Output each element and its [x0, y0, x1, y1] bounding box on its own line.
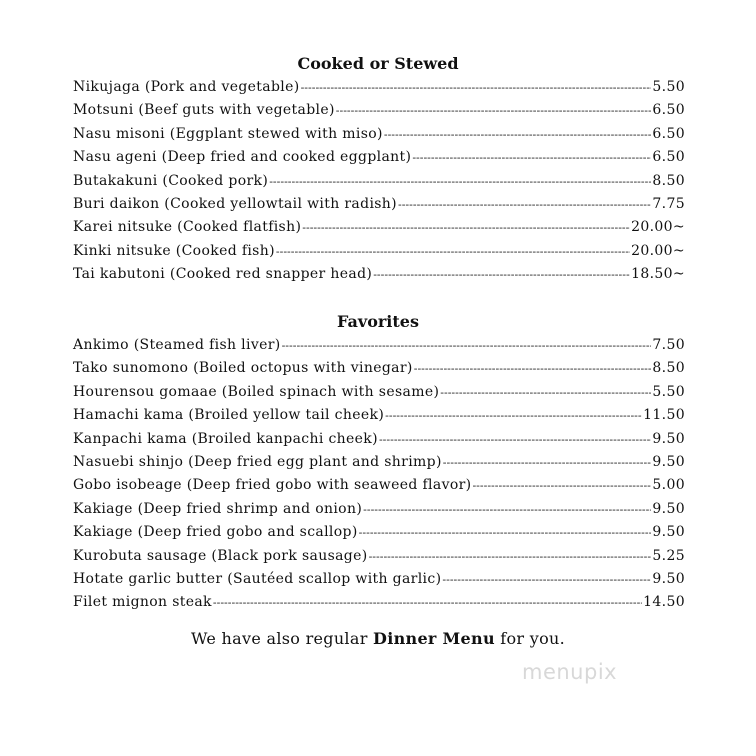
menu-item	[73, 381, 685, 404]
menu-item	[73, 591, 685, 614]
dotted-leader	[412, 146, 651, 169]
dotted-leader	[385, 404, 642, 427]
menu-item-name: Kanpachi kama (Broiled kanpachi cheek)	[73, 430, 378, 447]
menu-item-name: Filet mignon steak	[73, 594, 212, 611]
menu-item	[73, 474, 685, 497]
menu-item-price: 5.25	[652, 547, 685, 564]
dotted-leader	[472, 474, 651, 497]
menu-item	[73, 123, 685, 146]
menu-item	[73, 99, 685, 122]
menu-item-price: 6.50	[652, 149, 685, 166]
menu-item-name: Nasu ageni (Deep fried and cooked eggplant)	[73, 149, 412, 166]
menu-item-name: Hourensou gomaae (Boiled spinach with sesame)	[73, 383, 440, 400]
menu-item-price: 6.50	[652, 125, 685, 142]
menu-item	[73, 568, 685, 591]
menu-item	[73, 76, 685, 99]
menu-item-price: 8.50	[652, 360, 685, 377]
menu-item-price: 7.50	[652, 337, 685, 353]
footer-note-tail: for you.	[494, 629, 566, 648]
menu-item	[73, 357, 685, 380]
menu-item-name: Gobo isobeage (Deep fried gobo with seaweed flavor)	[73, 477, 472, 494]
menupix-watermark: menupix	[522, 660, 618, 684]
menu-item-name: Ankimo (Steamed fish liver)	[73, 337, 281, 353]
dotted-leader	[414, 357, 652, 380]
menu-item-price: 11.50	[643, 407, 685, 424]
dotted-leader	[269, 170, 651, 193]
menu-item-name: Kinki nitsuke (Cooked fish)	[73, 242, 275, 259]
dotted-leader	[442, 568, 651, 591]
menu-item-name: Buri daikon (Cooked yellowtail with radish)	[73, 195, 397, 212]
dotted-leader	[398, 193, 651, 216]
menu-item-name: Kakiage (Deep fried shrimp and onion)	[73, 500, 363, 517]
menu-item	[73, 334, 685, 357]
menu-item-name: Nikujaga (Pork and vegetable)	[73, 79, 300, 95]
dotted-leader	[213, 591, 642, 614]
menu-item-name: Kakiage (Deep fried gobo and scallop)	[73, 524, 358, 541]
menu-item	[73, 240, 685, 263]
dotted-leader	[359, 521, 652, 544]
menu-item-price: 5.50	[652, 383, 685, 400]
menu-item-price: 5.00	[652, 477, 685, 494]
menu-item-name: Karei nitsuke (Cooked flatfish)	[73, 219, 302, 236]
menu-item-price: 20.00~	[631, 219, 685, 236]
menu-item-price: 8.50	[652, 172, 685, 189]
footer-note	[0, 628, 756, 650]
menu-item-price: 9.50	[652, 453, 685, 470]
dotted-leader	[373, 263, 630, 286]
dotted-leader	[369, 545, 652, 568]
dotted-leader	[301, 76, 652, 99]
menu-item-price: 9.50	[652, 430, 685, 447]
menu-list-favorites	[73, 334, 685, 615]
menu-item-name: Butakakuni (Cooked pork)	[73, 172, 269, 189]
menu-item	[73, 451, 685, 474]
menu-item-name: Hamachi kama (Broiled yellow tail cheek)	[73, 407, 385, 424]
menu-item-price: 6.50	[652, 102, 685, 119]
section-title-cooked-or-stewed: Cooked or Stewed	[297, 54, 459, 73]
menu-item	[73, 170, 685, 193]
dotted-leader	[282, 334, 652, 357]
menu-item	[73, 545, 685, 568]
menu-item-price: 9.50	[652, 570, 685, 587]
menu-item-name: Tai kabutoni (Cooked red snapper head)	[73, 266, 373, 283]
dotted-leader	[440, 381, 651, 404]
menu-item-price: 9.50	[652, 524, 685, 541]
menu-item-name: Kurobuta sausage (Black pork sausage)	[73, 547, 368, 564]
menu-item-price: 14.50	[643, 594, 685, 611]
menu-item-price: 7.75	[652, 195, 685, 212]
section-title-favorites: Favorites	[337, 312, 419, 331]
menu-item-name: Nasuebi shinjo (Deep fried egg plant and shrimp)	[73, 453, 442, 470]
menu-item-price: 9.50	[652, 500, 685, 517]
dotted-leader	[336, 99, 652, 122]
menu-item	[73, 498, 685, 521]
footer-note-text: We have also regular	[190, 629, 374, 648]
menu-item-name: Nasu misoni (Eggplant stewed with miso)	[73, 125, 383, 142]
menu-item-price: 18.50~	[631, 266, 685, 283]
menu-item-name: Hotate garlic butter (Sautéed scallop with garlic)	[73, 570, 442, 587]
dotted-leader	[384, 123, 652, 146]
dotted-leader	[379, 428, 651, 451]
menu-item-name: Motsuni (Beef guts with vegetable)	[73, 102, 335, 119]
menu-item	[73, 263, 685, 286]
dotted-leader	[276, 240, 630, 263]
dotted-leader	[443, 451, 652, 474]
menu-item	[73, 428, 685, 451]
menu-item	[73, 146, 685, 169]
menu-item	[73, 404, 685, 427]
dinner-menu-link-text: Dinner Menu	[373, 629, 495, 648]
menu-list-cooked-or-stewed	[73, 76, 685, 287]
menu-item	[73, 521, 685, 544]
menu-item-name: Tako sunomono (Boiled octopus with vinegar)	[73, 360, 413, 377]
menu-item	[73, 216, 685, 239]
menu-item-price: 5.50	[652, 79, 685, 95]
menu-item	[73, 193, 685, 216]
dotted-leader	[302, 216, 630, 239]
dotted-leader	[363, 498, 651, 521]
menu-item-price: 20.00~	[631, 242, 685, 259]
